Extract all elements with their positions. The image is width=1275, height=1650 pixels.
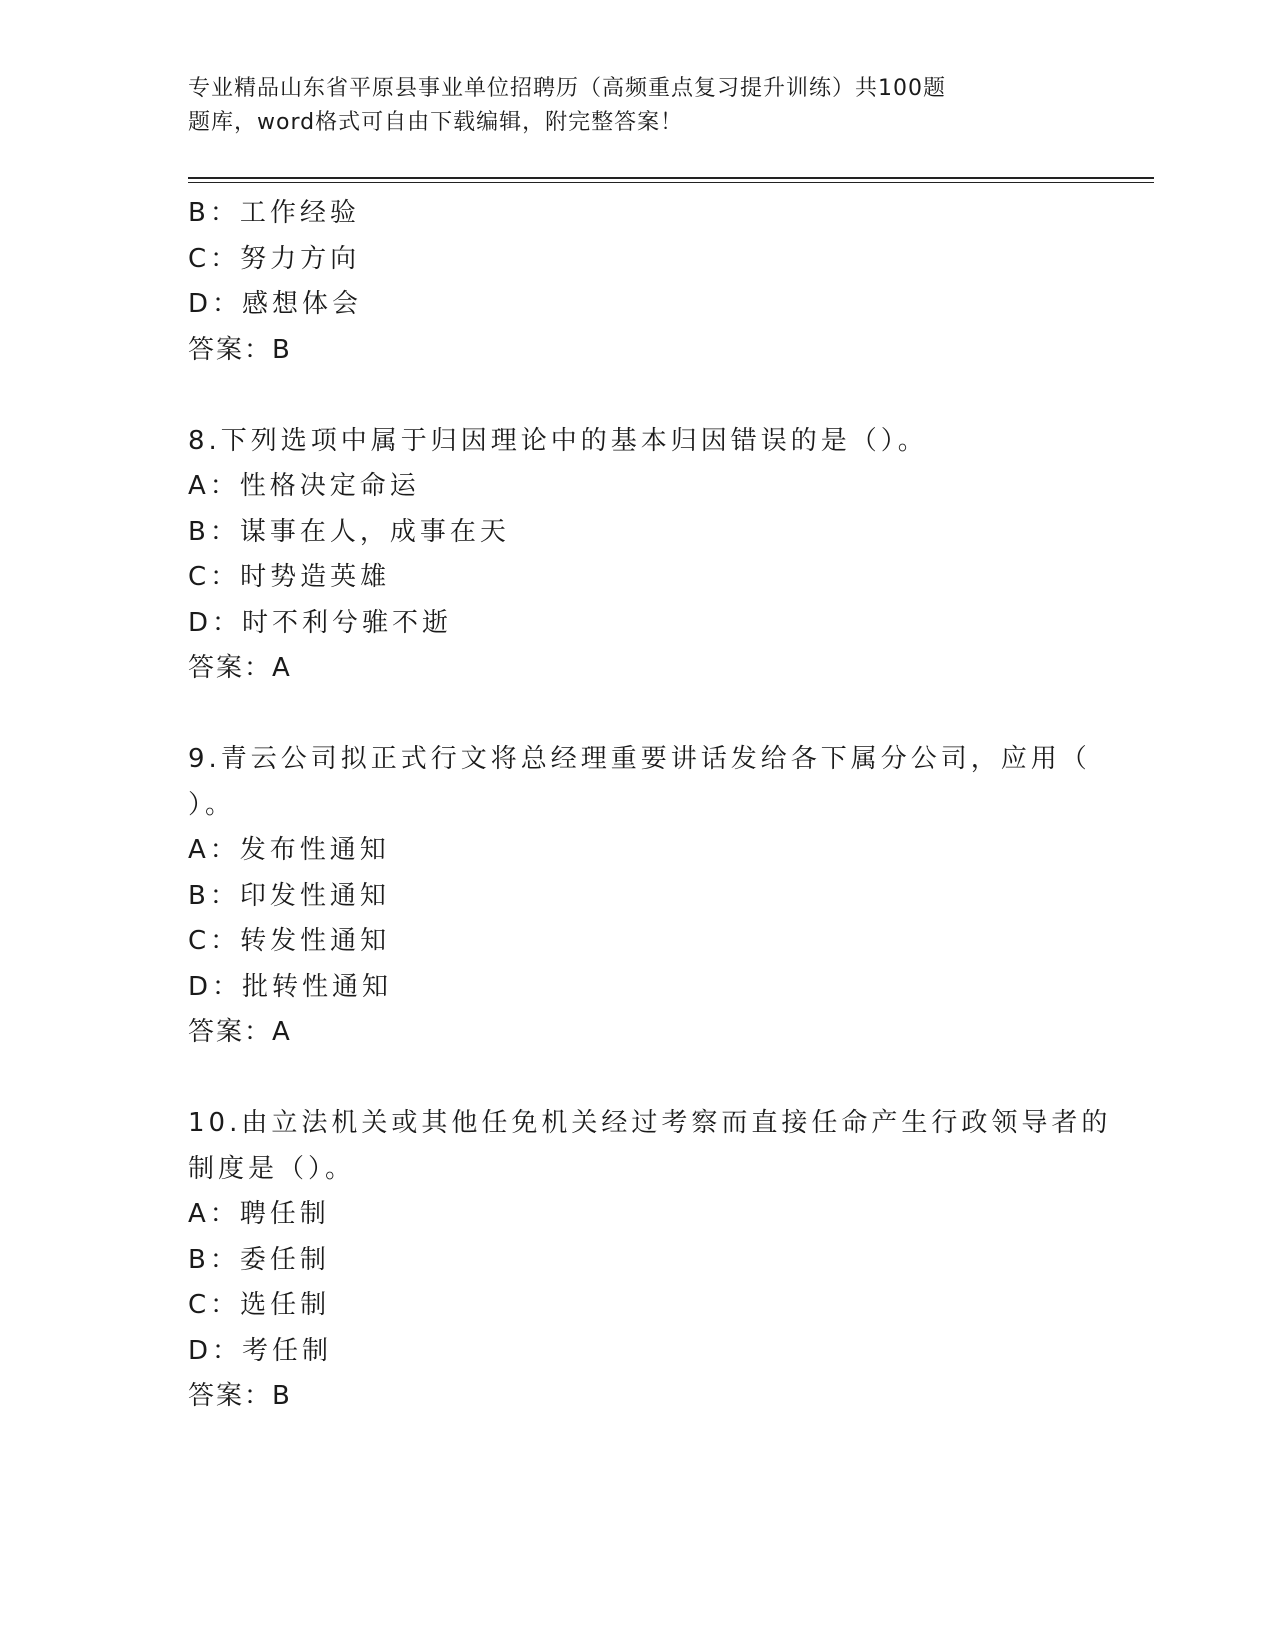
header-line-2: 题库，word格式可自由下载编辑，附完整答案！ — [188, 110, 684, 135]
header-divider-thin — [188, 182, 1154, 183]
answer: 答案：B — [188, 1381, 292, 1411]
option-d: D：感想体会 — [188, 289, 363, 319]
option-d: D：时不利兮骓不逝 — [188, 607, 453, 638]
option-b: B：工作经验 — [188, 198, 360, 228]
question-8 — [188, 419, 1088, 692]
header-divider-thick — [188, 177, 1154, 179]
spacer — [188, 373, 1088, 419]
question-9 — [188, 737, 1091, 1056]
question-title-line-2: 制度是（）。 — [188, 1153, 356, 1184]
document-header — [188, 72, 1048, 140]
answer: 答案：A — [188, 653, 292, 683]
question-title: 8.下列选项中属于归因理论中的基本归因错误的是（）。 — [188, 425, 928, 456]
answer: 答案：B — [188, 334, 292, 365]
option-c: C：努力方向 — [188, 243, 361, 274]
question-title-line-1: 9.青云公司拟正式行文将总经理重要讲话发给各下属分公司，应用（ — [188, 744, 1091, 774]
header-line-1: 专业精品山东省平原县事业单位招聘历（高频重点复习提升训练）共100题 — [188, 76, 946, 101]
option-b: B：谋事在人，成事在天 — [188, 516, 510, 547]
question-title-line-1: 10.由立法机关或其他任免机关经过考察而直接任命产生行政领导者的 — [188, 1108, 1112, 1138]
option-b: B：印发性通知 — [188, 880, 390, 911]
question-7-continued — [188, 191, 1088, 373]
answer: 答案：A — [188, 1017, 292, 1047]
option-a: A：聘任制 — [188, 1199, 330, 1229]
question-list — [188, 191, 1112, 1420]
question-10 — [188, 1101, 1112, 1420]
spacer — [188, 692, 1088, 738]
option-c: C：选任制 — [188, 1290, 331, 1320]
option-c: C：转发性通知 — [188, 926, 391, 956]
option-d: D：考任制 — [188, 1335, 333, 1366]
question-title-line-2: ）。 — [188, 789, 236, 820]
option-a: A：发布性通知 — [188, 835, 390, 865]
option-b: B：委任制 — [188, 1244, 330, 1275]
option-c: C：时势造英雄 — [188, 562, 391, 592]
option-a: A：性格决定命运 — [188, 471, 420, 501]
spacer — [188, 1056, 1088, 1102]
option-d: D：批转性通知 — [188, 971, 393, 1002]
